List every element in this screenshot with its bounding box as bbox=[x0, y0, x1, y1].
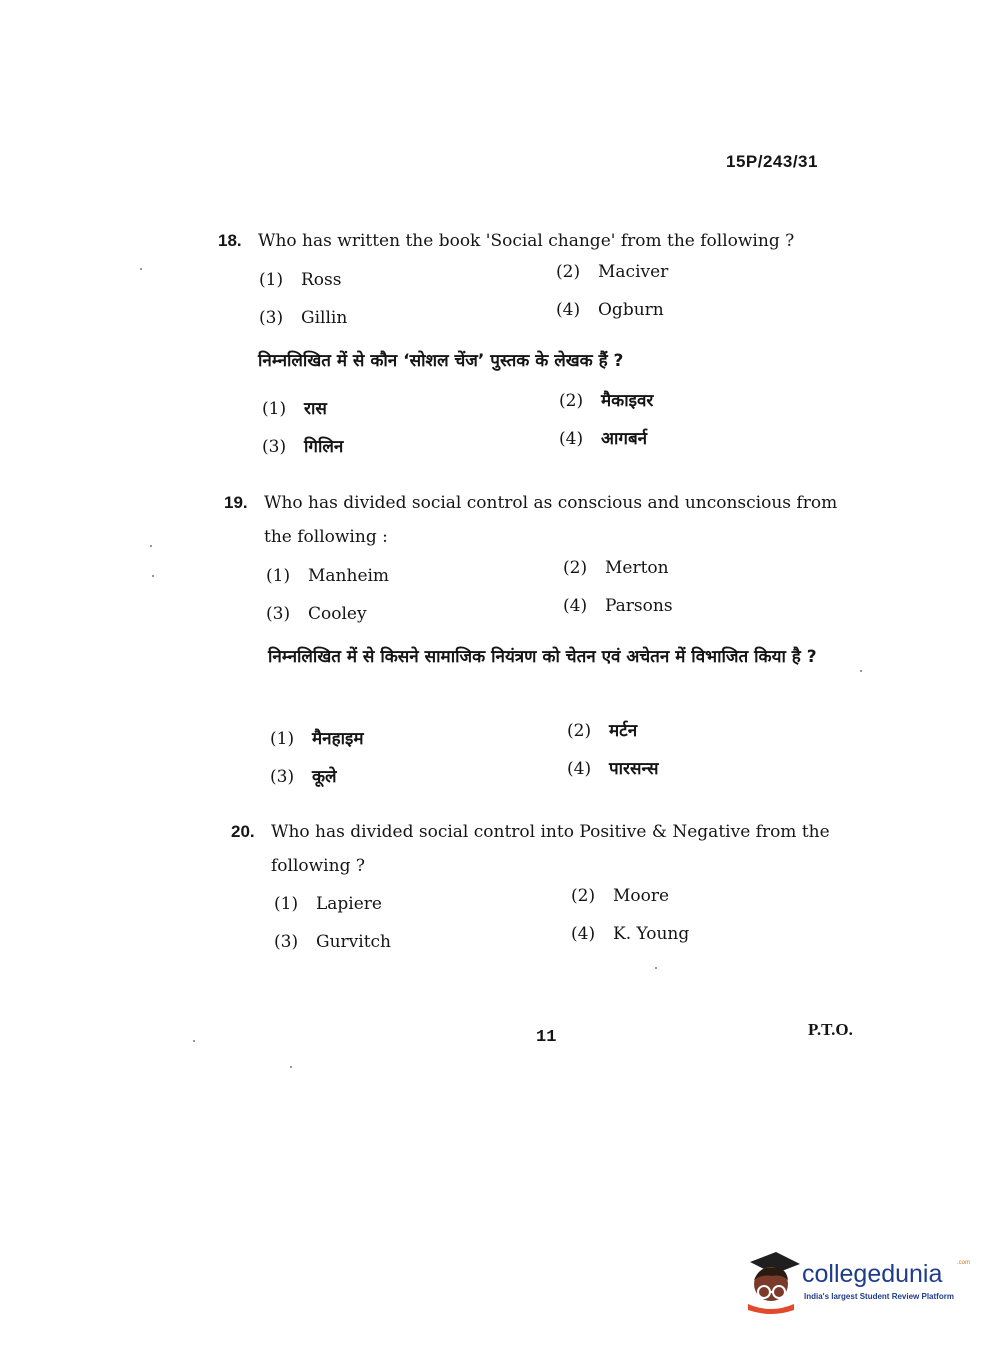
page-number: 11 bbox=[536, 1028, 557, 1047]
scan-speck bbox=[140, 268, 142, 270]
scan-speck bbox=[193, 1040, 195, 1042]
question-text-hi: निम्नलिखित में से कौन ‘सोशल चेंज’ पुस्तक के लेखक हैं ? bbox=[258, 351, 624, 371]
option-3-en: (3) Cooley bbox=[266, 604, 367, 624]
option-2-hi: (2) मैकाइवर bbox=[559, 391, 654, 411]
option-2-en: (2) Maciver bbox=[556, 262, 669, 282]
logo-suffix: .com bbox=[957, 1260, 971, 1266]
question-number: 20. bbox=[231, 822, 255, 841]
question-18-hi bbox=[218, 344, 858, 384]
option-4-hi: (4) आगबर्न bbox=[559, 429, 648, 449]
mascot-icon bbox=[742, 1248, 802, 1314]
option-1-hi: (1) रास bbox=[262, 399, 327, 419]
option-4-hi: (4) पारसन्स bbox=[567, 759, 659, 779]
question-20 bbox=[231, 815, 871, 895]
option-1-hi: (1) मैनहाइम bbox=[270, 729, 364, 749]
scan-speck bbox=[150, 545, 152, 547]
logo-tagline: India's largest Student Review Platform bbox=[804, 1292, 954, 1301]
logo-name: collegedunia bbox=[802, 1260, 943, 1288]
pto-label: P.T.O. bbox=[808, 1020, 853, 1039]
question-text-en: Who has divided social control as conscious and unconscious from the following : bbox=[264, 493, 838, 547]
question-number: 19. bbox=[224, 493, 248, 512]
question-number: 18. bbox=[218, 231, 242, 250]
paper-code: 15P/243/31 bbox=[726, 152, 818, 171]
question-19-hi bbox=[228, 640, 868, 720]
option-1-en: (1) Manheim bbox=[266, 566, 390, 586]
question-text-en: Who has written the book 'Social change' from the following ? bbox=[258, 231, 795, 251]
option-4-en: (4) K. Young bbox=[571, 924, 690, 944]
collegedunia-logo bbox=[742, 1248, 972, 1314]
option-2-hi: (2) मर्टन bbox=[567, 721, 638, 741]
scan-speck bbox=[290, 1066, 292, 1068]
option-3-en: (3) Gurvitch bbox=[274, 932, 391, 952]
option-2-en: (2) Merton bbox=[563, 558, 669, 578]
question-text-hi: निम्नलिखित में से किसने सामाजिक नियंत्रण को चेतन एवं अचेतन में विभाजित किया है ? bbox=[268, 647, 817, 667]
option-3-hi: (3) कूले bbox=[270, 767, 337, 787]
option-1-en: (1) Ross bbox=[259, 270, 342, 290]
option-3-hi: (3) गिलिन bbox=[262, 437, 344, 457]
scan-speck bbox=[860, 670, 862, 672]
option-4-en: (4) Ogburn bbox=[556, 300, 664, 320]
question-text-en: Who has divided social control into Positive & Negative from the following ? bbox=[271, 822, 830, 876]
option-4-en: (4) Parsons bbox=[563, 596, 673, 616]
question-19 bbox=[224, 486, 864, 566]
option-2-en: (2) Moore bbox=[571, 886, 670, 906]
option-1-en: (1) Lapiere bbox=[274, 894, 382, 914]
scan-speck bbox=[152, 575, 154, 577]
scan-speck bbox=[655, 967, 657, 969]
option-3-en: (3) Gillin bbox=[259, 308, 348, 328]
